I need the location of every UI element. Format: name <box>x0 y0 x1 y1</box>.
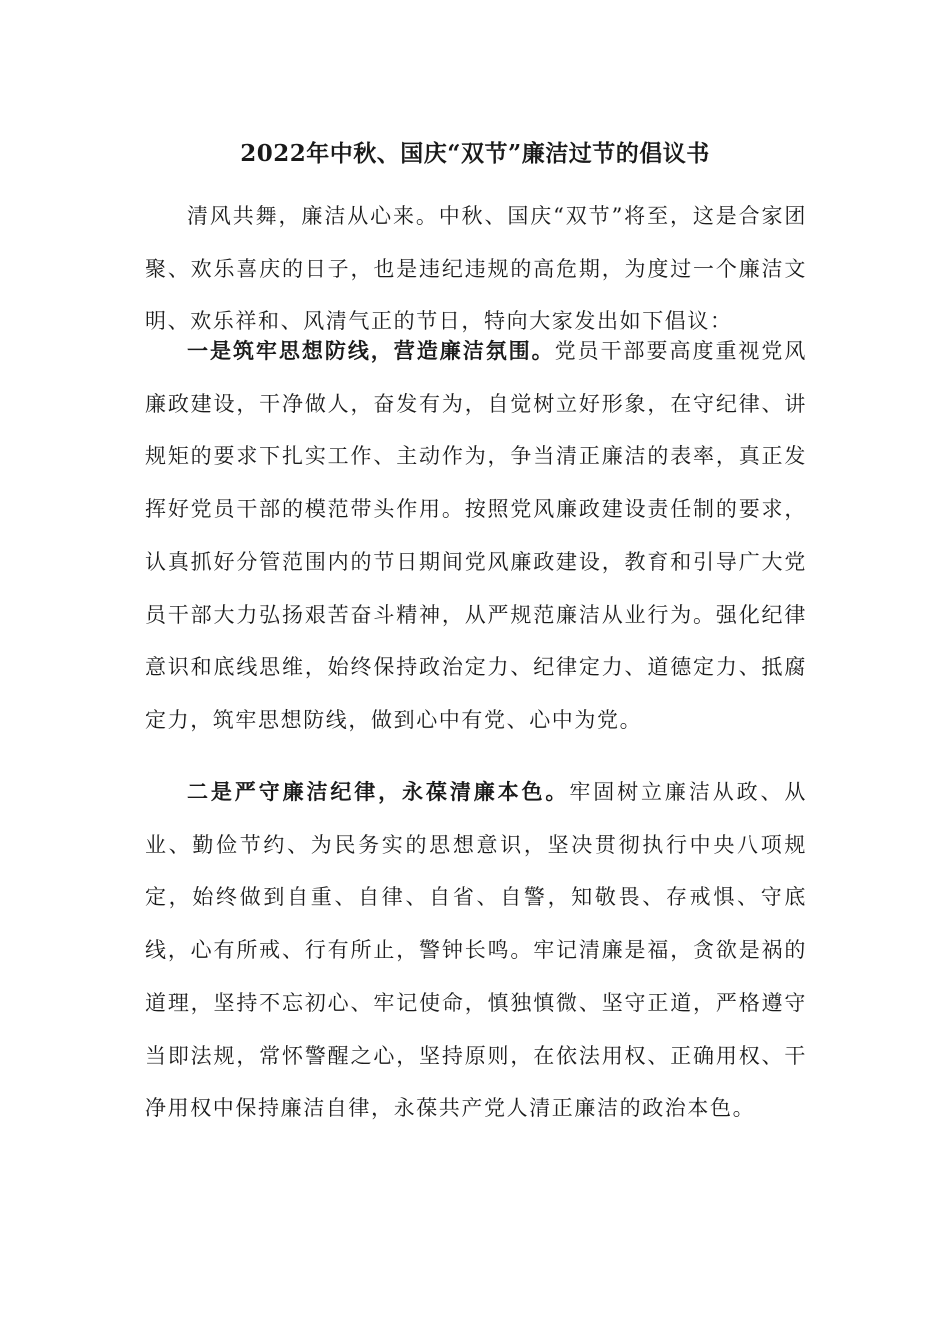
section-paragraph-2 <box>145 766 807 1135</box>
section-paragraph-1 <box>145 325 807 747</box>
document-title: 2022年中秋、国庆“双节”廉洁过节的倡议书 <box>240 140 710 167</box>
section-body-2: 牢固树立廉洁从政、从业、勤俭节约、为民务实的思想意识，坚决贯彻执行中央八项规定，始终做到自重、自律、自省、自警，知敬畏、存戒惧、守底线，心有所戒、行有所止，警钟长鸣。牢记清廉是福，贪欲是祸的道理，坚持不忘初心、牢记使命，慎独慎微、坚守正道，严格遵守当即法规，常怀警醒之心，坚持原则，在依法用权、正确用权、干净用权中保持廉洁自律，永葆共产党人清正廉洁的政治本色。 <box>145 780 808 1121</box>
section-heading-1: 一是筑牢思想防线，营造廉洁氛围。 <box>187 338 555 363</box>
section-heading-2: 二是严守廉洁纪律，永葆清廉本色。 <box>187 779 570 804</box>
section-body-1: 党员干部要高度重视党风廉政建设，干净做人，奋发有为，自觉树立好形象，在守纪律、讲规矩的要求下扎实工作、主动作为，争当清正廉洁的表率，真正发挥好党员干部的模范带头作用。按照党风廉政建设责任制的要求，认真抓好分管范围内的节日期间党风廉政建设，教育和引导广大党员干部大力弘扬艰苦奋斗精神，从严规范廉洁从业行为。强化纪律意识和底线思维，始终保持政治定力、纪律定力、道德定力、抵腐定力，筑牢思想防线，做到心中有党、心中为党。 <box>145 339 807 732</box>
intro-paragraph: 清风共舞，廉洁从心来。中秋、国庆“双节”将至，这是合家团聚、欢乐喜庆的日子，也是违纪违规的高危期，为度过一个廉洁文明、欢乐祥和、风清气正的节日，特向大家发出如下倡议： <box>145 204 807 334</box>
